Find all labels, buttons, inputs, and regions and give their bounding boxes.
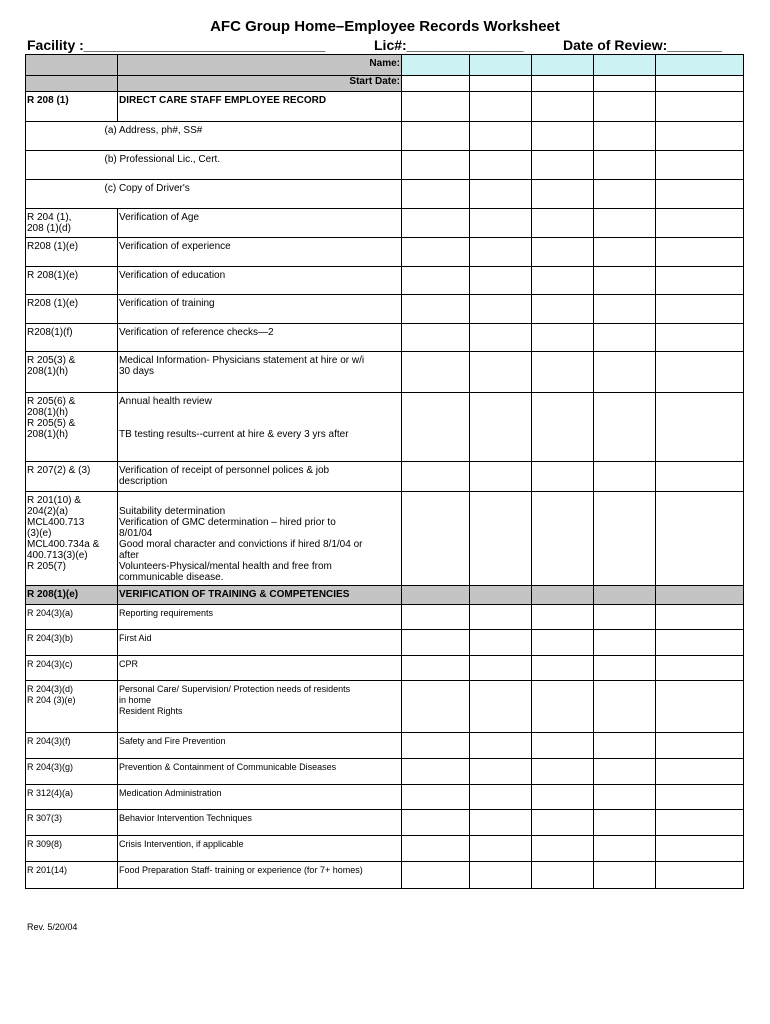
employee-entry-cell[interactable] [470,393,532,462]
record-item-row [26,209,744,238]
employee-entry-cell[interactable] [532,733,594,759]
employee-entry-cell[interactable] [594,836,656,862]
training-item-row [26,681,744,733]
employee-entry-cell[interactable] [532,759,594,785]
record-item-row [26,295,744,324]
rule-code: R 204(3)(a) [26,605,118,630]
employee-entry-cell[interactable] [402,209,470,238]
employee-entry-cell[interactable] [402,862,470,889]
record-subitem-row [26,122,744,151]
employee-entry-cell[interactable] [656,352,744,393]
employee-entry-cell[interactable] [532,92,594,122]
section-row [26,92,744,122]
employee-entry-cell[interactable] [470,656,532,681]
record-item-row [26,492,744,586]
employee-entry-cell[interactable] [656,209,744,238]
employee-entry-cell[interactable] [656,656,744,681]
employee-entry-cell[interactable] [656,681,744,733]
employee-entry-cell[interactable] [594,295,656,324]
employee-entry-cell[interactable] [656,605,744,630]
training-item-row [26,630,744,656]
employee-entry-cell[interactable] [656,862,744,889]
employee-entry-cell[interactable] [532,462,594,492]
employee-entry-cell[interactable] [470,352,532,393]
employee-entry-cell[interactable] [402,76,470,92]
employee-entry-cell[interactable] [532,681,594,733]
employee-entry-cell[interactable] [656,586,744,605]
section-code: R 208(1)(e) [26,586,118,605]
employee-entry-cell[interactable] [532,267,594,295]
record-item-label: Annual health review TB testing results--current at hire & every 3 yrs after [118,393,402,462]
employee-entry-cell[interactable] [402,759,470,785]
employee-entry-cell[interactable] [470,462,532,492]
employee-entry-cell[interactable] [594,267,656,295]
record-item-label: Suitability determination Verification of GMC determination – hired prior to 8/01/04 Good moral character and convictions if hired 8/1/04 or after Volunteers-Physical/mental health and free from communicable disease. [118,492,402,586]
employee-entry-cell[interactable] [470,862,532,889]
page-title: AFC Group Home–Employee Records Worksheet [210,18,560,35]
employee-entry-cell[interactable] [656,492,744,586]
training-item-label: Crisis Intervention, if applicable [118,836,402,862]
employee-entry-cell[interactable] [402,151,470,180]
employee-entry-cell[interactable] [594,393,656,462]
employee-entry-cell[interactable] [402,681,470,733]
rule-code: R 204(3)(b) [26,630,118,656]
training-item-label: First Aid [118,630,402,656]
rule-code: R 204(3)(d) R 204 (3)(e) [26,681,118,733]
employee-entry-cell[interactable] [470,209,532,238]
employee-entry-cell[interactable] [656,180,744,209]
employee-entry-cell[interactable] [656,92,744,122]
facility-field[interactable]: Facility :_______________________________ [27,37,326,53]
rule-code: R 204(3)(c) [26,656,118,681]
employee-entry-cell[interactable] [470,630,532,656]
rule-code: R208 (1)(e) [26,238,118,267]
training-item-row [26,605,744,630]
record-item-row [26,462,744,492]
employee-entry-cell[interactable] [470,836,532,862]
rule-code: R 307(3) [26,810,118,836]
rule-code: R 205(6) & 208(1)(h) R 205(5) & 208(1)(h) [26,393,118,462]
employee-entry-cell[interactable] [594,656,656,681]
employee-entry-cell[interactable] [470,681,532,733]
training-item-label: Behavior Intervention Techniques [118,810,402,836]
rule-code: R 207(2) & (3) [26,462,118,492]
employee-entry-cell[interactable] [402,238,470,267]
record-item-row [26,238,744,267]
rule-code: R 309(8) [26,836,118,862]
employee-entry-cell[interactable] [532,862,594,889]
employee-entry-cell[interactable] [656,810,744,836]
training-item-row [26,733,744,759]
employee-entry-cell[interactable] [532,76,594,92]
employee-entry-cell[interactable] [532,295,594,324]
employee-entry-cell[interactable] [594,238,656,267]
record-item-label: Verification of reference checks—2 [118,324,402,352]
employee-entry-cell[interactable] [470,324,532,352]
employee-entry-cell[interactable] [594,733,656,759]
employee-entry-cell[interactable] [594,76,656,92]
employee-entry-cell[interactable] [402,393,470,462]
employee-entry-cell[interactable] [532,238,594,267]
employee-entry-cell[interactable] [470,492,532,586]
employee-entry-cell[interactable] [402,733,470,759]
employee-entry-cell[interactable] [594,759,656,785]
employee-entry-cell[interactable] [594,681,656,733]
record-subitem-label: (b) Professional Lic., Cert. [105,151,389,180]
employee-entry-cell[interactable] [532,55,594,76]
training-item-row [26,862,744,889]
training-item-label: Food Preparation Staff- training or experience (for 7+ homes) [118,862,402,889]
record-item-row [26,267,744,295]
employee-entry-cell[interactable] [470,295,532,324]
record-subitem-label: (a) Address, ph#, SS# [105,122,389,151]
employee-entry-cell[interactable] [594,122,656,151]
record-item-label: Medical Information- Physicians statement at hire or w/i 30 days [118,352,402,393]
employee-entry-cell[interactable] [594,151,656,180]
employee-entry-cell[interactable] [656,393,744,462]
employee-entry-cell[interactable] [402,492,470,586]
rule-code: R 204 (1), 208 (1)(d) [26,209,118,238]
training-item-row [26,785,744,810]
training-item-label: Personal Care/ Supervision/ Protection needs of residents in home Resident Rights [118,681,402,733]
rule-code: R 204(3)(g) [26,759,118,785]
employee-entry-cell[interactable] [470,586,532,605]
training-item-label: CPR [118,656,402,681]
employee-entry-cell[interactable] [594,180,656,209]
employee-entry-cell[interactable] [532,656,594,681]
record-item-label: Verification of receipt of personnel polices & job description [118,462,402,492]
section-title: VERIFICATION OF TRAINING & COMPETENCIES [118,586,402,605]
employee-entry-cell[interactable] [470,810,532,836]
employee-entry-cell[interactable] [402,785,470,810]
employee-entry-cell[interactable] [594,209,656,238]
employee-entry-cell[interactable] [594,630,656,656]
rule-code: R208(1)(f) [26,324,118,352]
training-item-label: Prevention & Containment of Communicable Diseases [118,759,402,785]
record-item-label: Verification of education [118,267,402,295]
employee-entry-cell[interactable] [532,785,594,810]
employee-entry-cell[interactable] [656,55,744,76]
employee-entry-cell[interactable] [594,862,656,889]
employee-entry-cell[interactable] [532,122,594,151]
employee-entry-cell[interactable] [532,586,594,605]
employee-entry-cell[interactable] [532,630,594,656]
header-fields [27,37,747,55]
section-code: R 208 (1) [26,92,118,122]
employee-entry-cell[interactable] [594,92,656,122]
employee-entry-cell[interactable] [532,151,594,180]
record-item-row [26,393,744,462]
training-item-row [26,810,744,836]
training-item-row [26,759,744,785]
employee-entry-cell[interactable] [402,462,470,492]
employee-entry-cell[interactable] [470,759,532,785]
record-subitem-row [26,151,744,180]
employee-entry-cell[interactable] [402,267,470,295]
name-label: Name: [118,55,402,76]
section-title: DIRECT CARE STAFF EMPLOYEE RECORD [118,92,402,122]
employee-entry-cell[interactable] [656,836,744,862]
training-item-label: Reporting requirements [118,605,402,630]
record-item-label: Verification of Age [118,209,402,238]
employee-entry-cell[interactable] [402,630,470,656]
employee-entry-cell[interactable] [594,462,656,492]
employee-entry-cell[interactable] [402,605,470,630]
rule-code: R 312(4)(a) [26,785,118,810]
employee-entry-cell[interactable] [470,267,532,295]
rule-code: R 205(3) & 208(1)(h) [26,352,118,393]
employee-entry-cell[interactable] [402,836,470,862]
rule-code: R 201(10) & 204(2)(a) MCL400.713 (3)(e) MCL400.734a & 400.713(3)(e) R 205(7) [26,492,118,586]
record-item-row [26,324,744,352]
employee-entry-cell[interactable] [470,76,532,92]
section-row [26,586,744,605]
record-item-row [26,352,744,393]
training-item-row [26,836,744,862]
rule-code: R 208(1)(e) [26,267,118,295]
employee-entry-cell[interactable] [594,605,656,630]
employee-entry-cell[interactable] [402,92,470,122]
record-item-label: Verification of experience [118,238,402,267]
employee-entry-cell[interactable] [656,462,744,492]
employee-entry-cell[interactable] [656,630,744,656]
employee-entry-cell[interactable] [470,238,532,267]
employee-entry-cell[interactable] [656,76,744,92]
employee-entry-cell[interactable] [656,785,744,810]
employee-entry-cell[interactable] [532,810,594,836]
employee-entry-cell[interactable] [532,180,594,209]
rule-code: R208 (1)(e) [26,295,118,324]
employee-entry-cell[interactable] [470,151,532,180]
employee-entry-cell[interactable] [656,238,744,267]
employee-entry-cell[interactable] [532,352,594,393]
employee-entry-cell[interactable] [594,810,656,836]
employee-entry-cell[interactable] [532,209,594,238]
employee-entry-cell[interactable] [402,295,470,324]
record-item-label: Verification of training [118,295,402,324]
record-subitem-row [26,180,744,209]
employee-entry-cell[interactable] [656,324,744,352]
employee-entry-cell[interactable] [402,352,470,393]
employee-entry-cell[interactable] [470,92,532,122]
rule-code: R 204(3)(f) [26,733,118,759]
employee-entry-cell[interactable] [532,836,594,862]
training-item-row [26,656,744,681]
employee-entry-cell[interactable] [594,492,656,586]
employee-entry-cell[interactable] [402,586,470,605]
employee-entry-cell[interactable] [656,759,744,785]
employee-entry-cell[interactable] [532,492,594,586]
employee-entry-cell[interactable] [402,180,470,209]
training-item-label: Medication Administration [118,785,402,810]
review-date-field[interactable]: Date of Review:_______ [563,37,722,53]
revision-date: Rev. 5/20/04 [27,922,78,932]
records-worksheet-table [25,54,744,889]
employee-entry-cell[interactable] [656,267,744,295]
employee-entry-cell[interactable] [594,586,656,605]
employee-entry-cell[interactable] [594,55,656,76]
employee-entry-cell[interactable] [594,324,656,352]
employee-entry-cell[interactable] [402,656,470,681]
start-date-label: Start Date: [118,76,402,92]
employee-entry-cell[interactable] [402,810,470,836]
employee-entry-cell[interactable] [656,733,744,759]
rule-code: R 201(14) [26,862,118,889]
employee-entry-cell[interactable] [532,605,594,630]
employee-entry-cell[interactable] [594,352,656,393]
employee-entry-cell[interactable] [656,122,744,151]
employee-entry-cell[interactable] [470,55,532,76]
employee-entry-cell[interactable] [470,605,532,630]
name-row [26,55,744,76]
employee-entry-cell[interactable] [402,324,470,352]
employee-entry-cell[interactable] [656,295,744,324]
employee-entry-cell[interactable] [470,180,532,209]
employee-entry-cell[interactable] [470,122,532,151]
employee-entry-cell[interactable] [402,122,470,151]
employee-entry-cell[interactable] [470,733,532,759]
employee-entry-cell[interactable] [656,151,744,180]
training-item-label: Safety and Fire Prevention [118,733,402,759]
employee-entry-cell[interactable] [532,393,594,462]
employee-entry-cell[interactable] [594,785,656,810]
employee-entry-cell[interactable] [532,324,594,352]
employee-entry-cell[interactable] [402,55,470,76]
license-field[interactable]: Lic#:_______________ [374,37,524,53]
record-subitem-label: (c) Copy of Driver's [105,180,389,209]
start-date-row [26,76,744,92]
employee-entry-cell[interactable] [470,785,532,810]
